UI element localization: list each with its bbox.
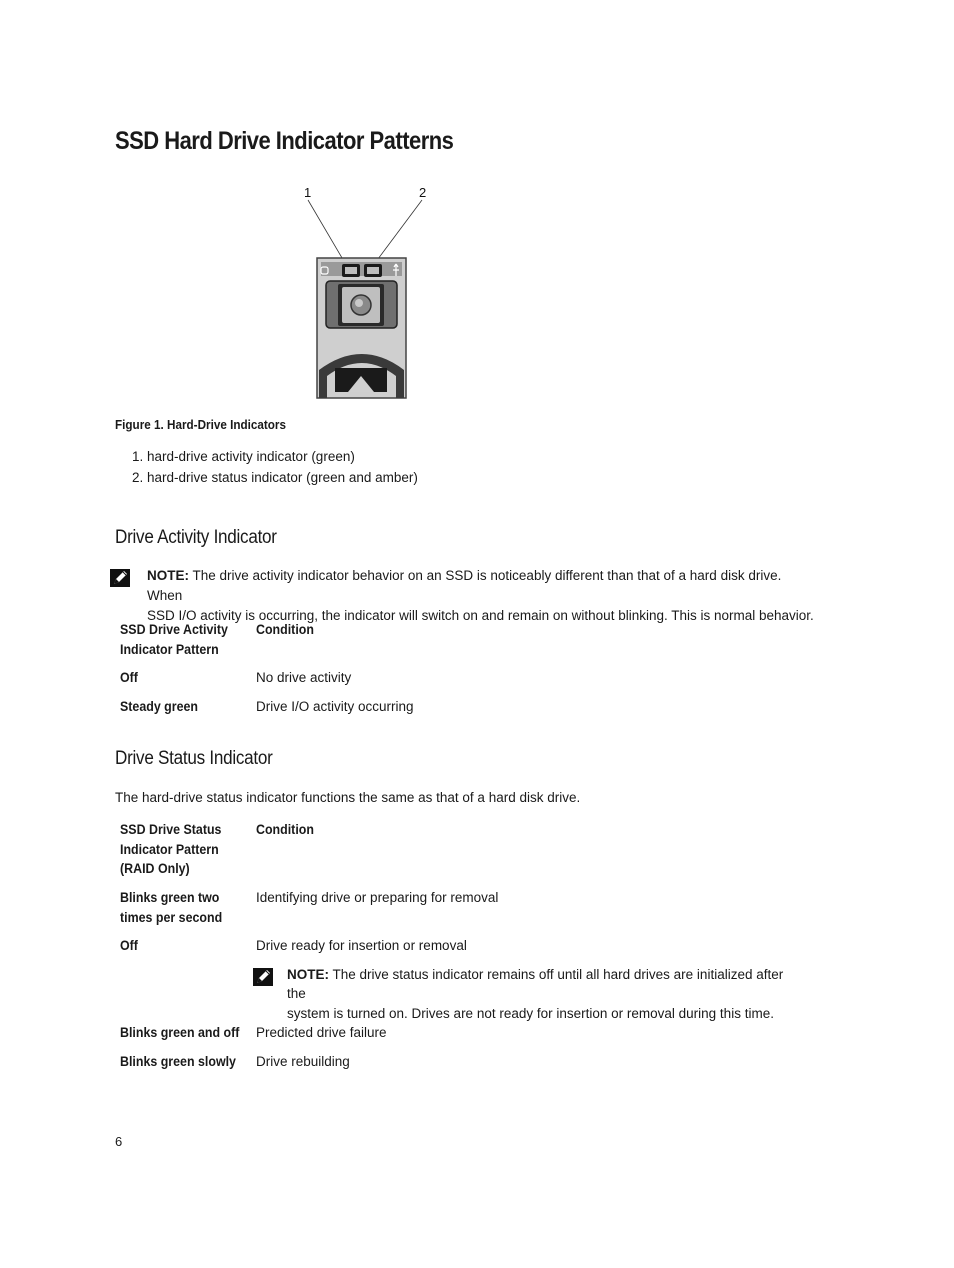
legend-text: hard-drive activity indicator (green) xyxy=(147,449,355,464)
callout-1: 1 xyxy=(304,185,312,200)
activity-indicator-table xyxy=(115,620,414,726)
condition-cell: Predicted drive failure xyxy=(256,1025,387,1040)
pattern-cell xyxy=(115,697,256,726)
release-button-highlight xyxy=(355,299,363,307)
header-pattern-line: (RAID Only) xyxy=(120,861,190,876)
note-pencil-icon xyxy=(110,569,130,587)
pattern-text: Steady green xyxy=(120,699,199,714)
header-pattern-line: Indicator Pattern xyxy=(120,641,219,657)
condition-cell: Identifying drive or preparing for removal xyxy=(256,890,499,905)
table-header-row xyxy=(115,620,414,668)
table-header-row xyxy=(115,820,805,888)
header-pattern-line: SSD Drive Activity xyxy=(120,622,228,637)
pattern-cell xyxy=(115,888,256,936)
callout-2-leader xyxy=(375,200,422,263)
condition-cell: Drive I/O activity occurring xyxy=(256,699,414,714)
pattern-text: Off xyxy=(120,938,138,953)
status-intro: The hard-drive status indicator functions the same as that of a hard disk drive. xyxy=(115,790,581,805)
activity-note xyxy=(147,566,817,626)
condition-text: Drive ready for insertion or removal xyxy=(256,938,467,953)
table-row xyxy=(115,936,805,1023)
pattern-cell xyxy=(115,668,256,697)
note-line: The drive activity indicator behavior on an SSD is noticeably different than that of a hard disk drive. When xyxy=(147,568,782,603)
note-label: NOTE: xyxy=(147,568,189,583)
note-line: SSD I/O activity is occurring, the indicator will switch on and remain on without blinking. This is normal behavior. xyxy=(147,608,814,623)
figure-caption: Figure 1. Hard-Drive Indicators xyxy=(115,417,286,432)
hard-drive-figure xyxy=(290,180,440,402)
header-condition xyxy=(256,620,414,668)
table-row xyxy=(115,888,805,936)
pattern-text: Blinks green and off xyxy=(120,1025,240,1040)
pattern-cell xyxy=(115,1052,256,1081)
header-condition xyxy=(256,820,805,888)
header-condition-text: Condition xyxy=(256,822,314,837)
condition-cell: Drive rebuilding xyxy=(256,1054,350,1069)
callout-1-leader xyxy=(308,200,345,263)
header-condition-text: Condition xyxy=(256,622,314,637)
table-row xyxy=(115,1052,805,1081)
legend-number: 1. xyxy=(132,449,144,464)
section-heading-activity: Drive Activity Indicator xyxy=(115,527,277,548)
status-note xyxy=(256,965,805,1024)
figure-legend-item xyxy=(132,449,355,464)
table-row xyxy=(115,697,414,726)
status-led-lens xyxy=(367,267,379,274)
activity-led-lens xyxy=(345,267,357,274)
note-pencil-icon xyxy=(253,968,273,992)
note-label: NOTE: xyxy=(287,966,329,982)
note-line: system is turned on. Drives are not ready for insertion or removal during this time. xyxy=(287,1005,774,1021)
pattern-text: Off xyxy=(120,670,138,685)
header-pattern-line: SSD Drive Status xyxy=(120,822,222,837)
header-pattern-line: Indicator Pattern xyxy=(120,841,219,857)
page-title: SSD Hard Drive Indicator Patterns xyxy=(115,127,454,155)
pattern-text: Blinks green slowly xyxy=(120,1054,236,1069)
pattern-text: times per second xyxy=(120,909,223,925)
legend-number: 2. xyxy=(132,470,144,485)
pattern-cell xyxy=(115,936,256,1023)
section-heading-status: Drive Status Indicator xyxy=(115,748,273,769)
pattern-cell xyxy=(115,1023,256,1052)
condition-cell: No drive activity xyxy=(256,670,352,685)
pattern-text: Blinks green two xyxy=(120,890,220,905)
status-indicator-table xyxy=(115,820,805,1081)
figure-legend-item xyxy=(132,470,418,485)
header-pattern xyxy=(115,620,256,668)
legend-text: hard-drive status indicator (green and amber) xyxy=(147,470,418,485)
drive-carrier-illustration xyxy=(290,180,440,402)
indicator-strip xyxy=(321,262,402,276)
header-pattern xyxy=(115,820,256,888)
callout-2: 2 xyxy=(419,185,427,200)
condition-cell xyxy=(256,936,805,1023)
page-number: 6 xyxy=(115,1134,123,1149)
table-row xyxy=(115,668,414,697)
table-row xyxy=(115,1023,805,1052)
note-line: The drive status indicator remains off until all hard drives are initialized after the xyxy=(287,966,784,1001)
